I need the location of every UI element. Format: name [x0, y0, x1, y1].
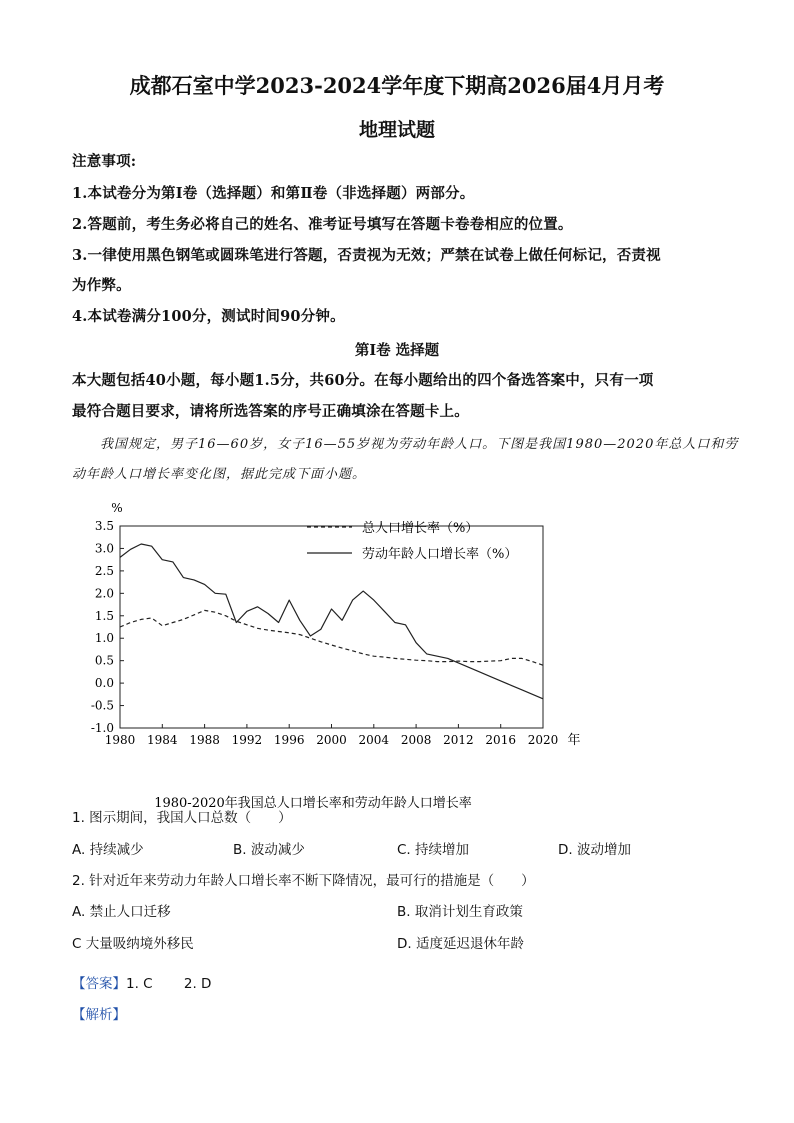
answer-line — [72, 972, 211, 992]
chart-caption: 1980-2020年我国总人口增长率和劳动年龄人口增长率 — [154, 796, 472, 811]
legend-label: 总人口增长率（%） — [362, 521, 479, 536]
question-2-stem: 2. 针对近年来劳动力年龄人口增长率不断下降情况，最可行的措施是（ ） — [72, 873, 535, 889]
section-title: 第Ⅰ卷 选择题 — [354, 342, 440, 359]
total-population-growth-line — [120, 610, 543, 665]
question-2-option-a: A. 禁止人口迁移 — [72, 904, 171, 920]
x-tick-label: 2008 — [400, 733, 432, 747]
x-tick-label: 2000 — [316, 733, 347, 747]
x-tick-label: 1988 — [189, 733, 220, 747]
y-tick-label: 1.0 — [94, 631, 114, 646]
y-tick-label: 2.5 — [94, 563, 114, 578]
question-2-option-c: C 大量吸纳境外移民 — [72, 936, 194, 952]
y-tick-label: 3.5 — [94, 519, 114, 533]
y-tick-label: 3.0 — [94, 541, 114, 556]
y-axis-unit: % — [111, 501, 123, 515]
question-1-option-d: D. 波动增加 — [558, 842, 631, 858]
exam-title: 成都石室中学2023-2024学年度下期高2026届4月月考 — [129, 73, 665, 98]
y-tick-label: 0.5 — [94, 653, 114, 668]
x-tick-label: 2020 — [527, 733, 559, 747]
question-2-option-b: B. 取消计划生育政策 — [397, 904, 523, 920]
question-1-option-a: A. 持续减少 — [72, 842, 144, 858]
chart-legend — [307, 521, 517, 562]
section-instruction: 本大题包括40小题，每小题1.5分，共60分。在每小题给出的四个备选答案中，只有一项 — [72, 372, 654, 389]
x-tick-label: 2012 — [443, 733, 474, 747]
answer-label: 【答案】 — [72, 976, 126, 992]
intro-line: 动年龄人口增长率变化图，据此完成下面小题。 — [72, 467, 367, 482]
exam-subtitle: 地理试题 — [358, 119, 435, 141]
note-line: 2.答题前，考生务必将自己的姓名、准考证号填写在答题卡卷卷相应的位置。 — [72, 216, 573, 233]
note-line: 4.本试卷满分100分，测试时间90分钟。 — [72, 308, 345, 325]
y-tick-label: 1.5 — [94, 608, 114, 623]
y-tick-label: -1.0 — [90, 721, 114, 735]
x-tick-label: 2004 — [358, 733, 390, 747]
question-2-option-d: D. 适度延迟退休年龄 — [397, 936, 524, 952]
y-tick-label: 0.0 — [94, 676, 114, 691]
chart-axes — [91, 501, 581, 748]
answer-text: 1. C 2. D — [126, 976, 212, 992]
note-line: 1.本试卷分为第Ⅰ卷（选择题）和第Ⅱ卷（非选择题）两部分。 — [72, 185, 475, 202]
x-tick-label: 2016 — [485, 733, 516, 747]
y-tick-label: -0.5 — [90, 698, 114, 713]
x-tick-label: 1980 — [104, 733, 136, 747]
x-tick-label: 1984 — [147, 733, 178, 747]
legend-label: 劳动年龄人口增长率（%） — [362, 547, 518, 562]
x-tick-label: 1992 — [231, 733, 263, 747]
y-tick-label: 2.0 — [94, 586, 114, 601]
x-axis-unit: 年 — [567, 733, 581, 748]
population-growth-chart — [0, 490, 794, 820]
note-line: 3.一律使用黑色钢笔或圆珠笔进行答题，否责视为无效；严禁在试卷上做任何标记，否责视 — [72, 247, 661, 264]
question-1-stem: 1. 图示期间，我国人口总数（ ） — [72, 810, 292, 826]
analysis-label: 【解析】 — [72, 1007, 126, 1023]
notes-heading: 注意事项: — [72, 153, 137, 170]
intro-line: 我国规定，男子16—60岁，女子16—55岁视为劳动年龄人口。下图是我国1980—2020年总人口和劳 — [100, 437, 739, 452]
x-tick-label: 1996 — [273, 733, 305, 747]
question-1-option-c: C. 持续增加 — [397, 842, 470, 858]
question-1-option-b: B. 波动减少 — [233, 842, 305, 858]
chart-series — [120, 544, 543, 699]
section-instruction: 最符合题目要求，请将所选答案的序号正确填涂在答题卡上。 — [72, 403, 469, 420]
note-line: 为作弊。 — [72, 277, 131, 294]
labor-age-population-growth-line — [120, 544, 543, 699]
